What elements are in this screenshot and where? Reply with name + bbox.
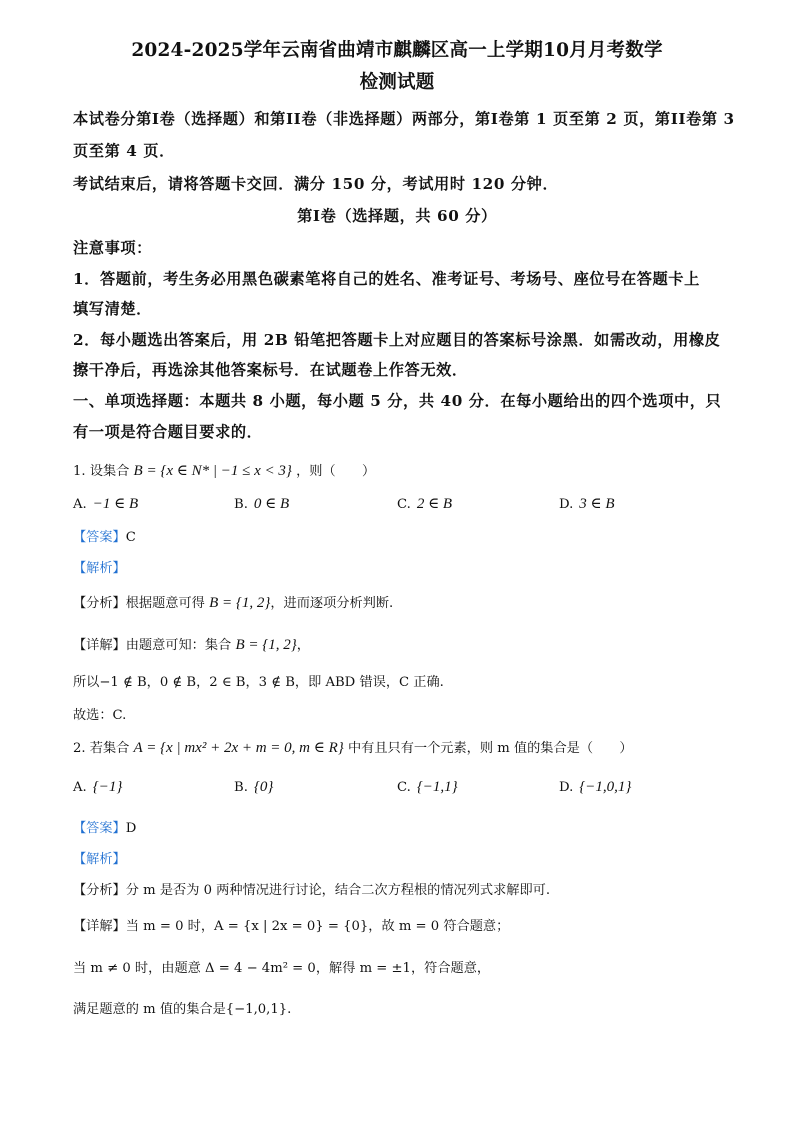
option-value: 0 ∈ B <box>253 496 290 512</box>
answer-tag: 【答案】 <box>73 530 126 545</box>
xiangjie-math: B = {1, 2} <box>235 637 297 653</box>
intro-text: 本试卷分第I卷（选择题）和第II卷（非选择题）两部分，第I卷第 1 页至第 2 页，第II卷第 3 <box>73 110 735 128</box>
fenxi-text-end: ，进而逐项分析判断. <box>270 596 394 611</box>
question-2-stem <box>73 737 633 757</box>
question-2-xiangjie <box>73 915 509 934</box>
notice-item-2: 2．每小题选出答案后，用 2B 铅笔把答题卡上对应题目的答案标号涂黑．如需改动，用橡皮 <box>73 331 721 349</box>
answer-value: C <box>125 530 136 545</box>
option-value: {−1} <box>92 779 123 795</box>
answer-value: D <box>125 821 137 836</box>
question-1-analysis-tag: 【解析】 <box>73 561 126 576</box>
option-label: D. <box>559 780 574 795</box>
option-value: {−1,1} <box>416 779 458 795</box>
fenxi-tag: 【分析】 <box>73 883 126 898</box>
question-1-option-c <box>397 494 452 513</box>
question-2-option-d <box>559 779 631 796</box>
question-2-option-b <box>234 779 273 796</box>
option-label: C. <box>397 497 411 512</box>
fenxi-math: B = {1, 2} <box>209 595 271 611</box>
question-2-option-a <box>73 779 122 796</box>
option-value: −1 ∈ B <box>92 496 139 512</box>
document-title: 2024-2025学年云南省曲靖市麒麟区高一上学期10月月考数学 <box>131 40 663 61</box>
xiangjie-text-end: ， <box>296 638 310 653</box>
notice-item-2-cont: 擦干净后，再选涂其他答案标号．在试题卷上作答无效． <box>73 361 468 379</box>
xiangjie-tag: 【详解】 <box>73 919 126 934</box>
question-1-prefix: 1. 设集合 <box>73 464 130 479</box>
part-one-instructions: 一、单项选择题：本题共 8 小题，每小题 5 分，共 40 分．在每小题给出的四个选项中，只 <box>73 392 722 410</box>
document-title-line2: 检测试题 <box>359 72 435 93</box>
section-heading: 第I卷（选择题，共 60 分） <box>297 207 497 225</box>
notice-item-1-cont: 填写清楚． <box>73 300 152 318</box>
answer-tag: 【答案】 <box>73 821 126 836</box>
question-1-stem <box>73 460 375 480</box>
question-1-option-a <box>73 494 138 513</box>
option-label: A. <box>73 497 87 512</box>
option-value: 2 ∈ B <box>416 496 453 512</box>
question-1-solution-line: 所以−1 ∉ B，0 ∉ B，2 ∈ B，3 ∉ B，即 ABD 错误，C 正确. <box>73 675 444 690</box>
question-1-answer <box>73 526 136 545</box>
option-value: {−1,0,1} <box>579 779 632 795</box>
question-1-conclusion: 故选：C. <box>73 708 127 723</box>
question-2-fenxi <box>73 879 550 898</box>
part-one-instructions-cont: 有一项是符合题目要求的． <box>73 423 263 441</box>
question-1-fenxi <box>73 592 393 612</box>
question-1-option-d <box>559 494 615 513</box>
question-2-conclusion: 满足题意的 m 值的集合是{−1,0,1}. <box>73 1002 292 1017</box>
question-1-option-b <box>234 494 289 513</box>
xiangjie-text: 由题意可知：集合 <box>125 638 232 653</box>
notice-heading: 注意事项： <box>73 239 152 257</box>
option-value: {0} <box>253 779 274 795</box>
xiangjie-text: 当 m = 0 时，A = {x | 2x = 0} = {0}，故 m = 0 符合题意； <box>125 919 510 934</box>
question-1-suffix: ，则（ ） <box>296 464 376 479</box>
question-2-answer <box>73 817 136 836</box>
option-label: B. <box>234 780 248 795</box>
fenxi-text: 根据题意可得 <box>125 596 205 611</box>
question-2-suffix: 中有且只有一个元素，则 m 值的集合是（ ） <box>347 741 633 756</box>
question-2-prefix: 2. 若集合 <box>73 741 130 756</box>
question-1-xiangjie <box>73 634 310 654</box>
option-label: C. <box>397 780 411 795</box>
fenxi-text: 分 m 是否为 0 两种情况进行讨论，结合二次方程根的情况列式求解即可. <box>125 883 551 898</box>
question-2-analysis-tag: 【解析】 <box>73 852 126 867</box>
notice-item-1: 1．答题前，考生务必用黑色碳素笔将自己的姓名、准考证号、考场号、座位号在答题卡上 <box>73 270 700 288</box>
xiangjie-tag: 【详解】 <box>73 638 126 653</box>
option-label: B. <box>234 497 248 512</box>
option-value: 3 ∈ B <box>579 496 615 512</box>
question-1-set-expression: B = {x ∈ N* | −1 ≤ x < 3} <box>133 463 292 479</box>
option-label: A. <box>73 780 87 795</box>
question-2-case-line: 当 m ≠ 0 时，由题意 Δ = 4 − 4m² = 0，解得 m = ±1，符合题意， <box>73 961 491 976</box>
exam-rules-text: 考试结束后，请将答题卡交回．满分 150 分，考试用时 120 分钟． <box>73 175 559 193</box>
intro-text-cont: 页至第 4 页． <box>73 142 175 160</box>
question-2-set-expression: A = {x | mx² + 2x + m = 0, m ∈ R} <box>133 740 344 756</box>
question-2-option-c <box>397 779 458 796</box>
fenxi-tag: 【分析】 <box>73 596 126 611</box>
option-label: D. <box>559 497 574 512</box>
